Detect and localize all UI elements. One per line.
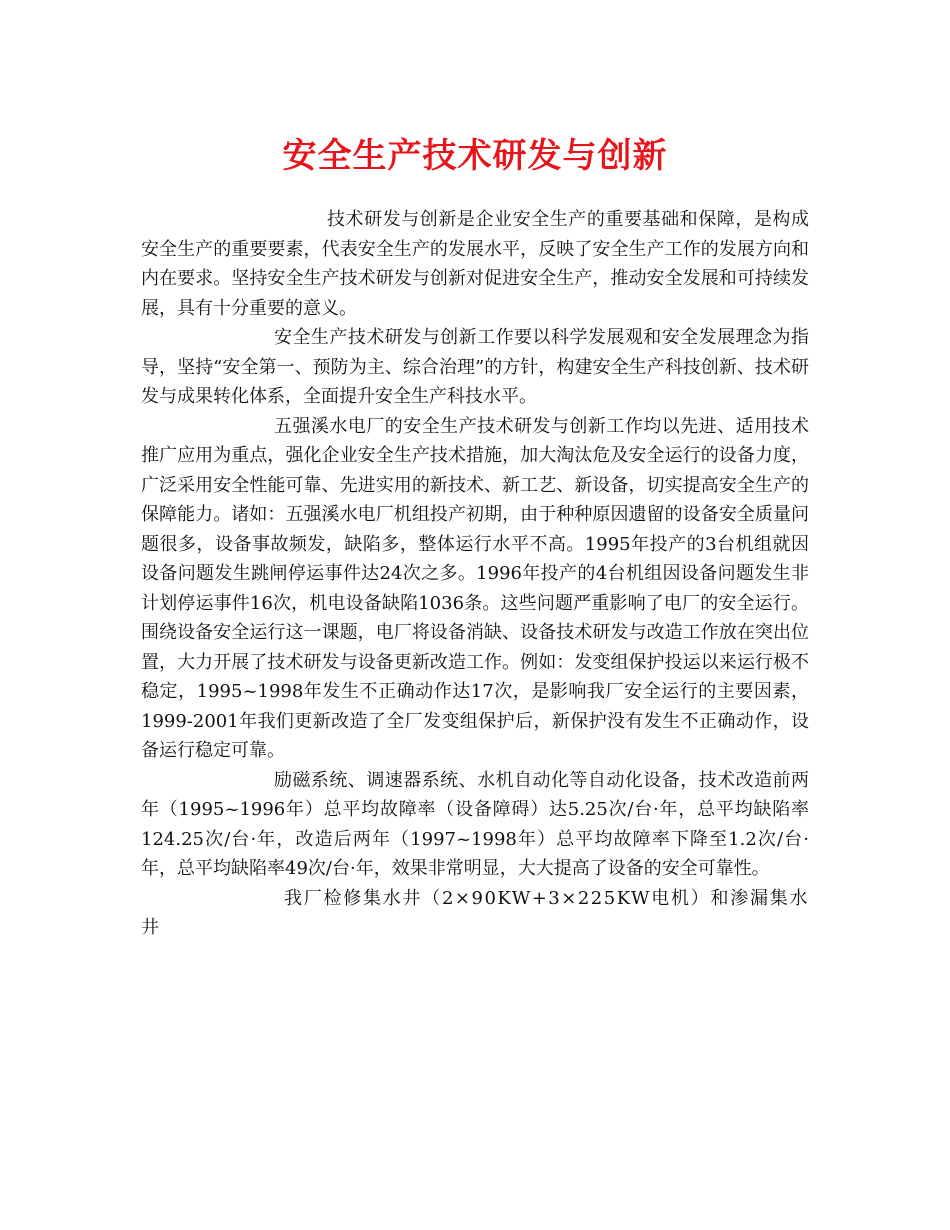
document-body: [141, 205, 809, 943]
paragraph-intro: 技术研发与创新是企业安全生产的重要基础和保障，是构成安全生产的重要要素，代表安全生产的发展水平，反映了安全生产工作的发展方向和内在要求。坚持安全生产技术研发与创新对促进安全生产，推动安全发展和可持续发展，具有十分重要的意义。: [141, 209, 809, 319]
paragraph-wuqiangxi-case: 五强溪水电厂的安全生产技术研发与创新工作均以先进、适用技术推广应用为重点，强化企业安全生产技术措施，加大淘汰危及安全运行的设备力度，广泛采用安全性能可靠、先进实用的新技术、新工艺、新设备，切实提高安全生产的保障能力。诸如：五强溪水电厂机组投产初期，由于种种原因遗留的设备安全质量问题很多，设备事故频发，缺陷多，整体运行水平不高。1995年投产的3台机组就因设备问题发生跳闸停运事件达24次之多。1996年投产的4台机组因设备问题发生非计划停运事件16次，机电设备缺陷1036条。这些问题严重影响了电厂的安全运行。围绕设备安全运行这一课题，电厂将设备消缺、设备技术研发与改造工作放在突出位置，大力开展了技术研发与设备更新改造工作。例如：发变组保护投运以来运行极不稳定，1995~1998年发生不正确动作达17次，是影响我厂安全运行的主要因素， 1999-2001年我们更新改造了全厂发变组保护后，新保护没有发生不正确动作，设备运行稳定可靠。: [141, 415, 809, 761]
paragraph-sump-pumps: 我厂检修集水井（2×90KW+3×225KW电机）和渗漏集水井: [141, 887, 809, 938]
document-title: 安全生产技术研发与创新: [282, 136, 668, 176]
paragraph-automation-stats: 励磁系统、调速器系统、水机自动化等自动化设备，技术改造前两年（1995~1996年）总平均故障率（设备障碍）达5.25次/台·年，总平均缺陷率124.25次/台·年，改造后两年（1997~1998年）总平均故障率下降至1.2次/台·年，总平均缺陷率49次/台·年，效果非常明显，大大提高了设备的安全可靠性。: [141, 769, 809, 879]
paragraph-guideline: 安全生产技术研发与创新工作要以科学发展观和安全发展理念为指导，坚持“安全第一、预防为主、综合治理”的方针，构建安全生产科技创新、技术研发与成果转化体系，全面提升安全生产科技水平。: [141, 327, 809, 407]
